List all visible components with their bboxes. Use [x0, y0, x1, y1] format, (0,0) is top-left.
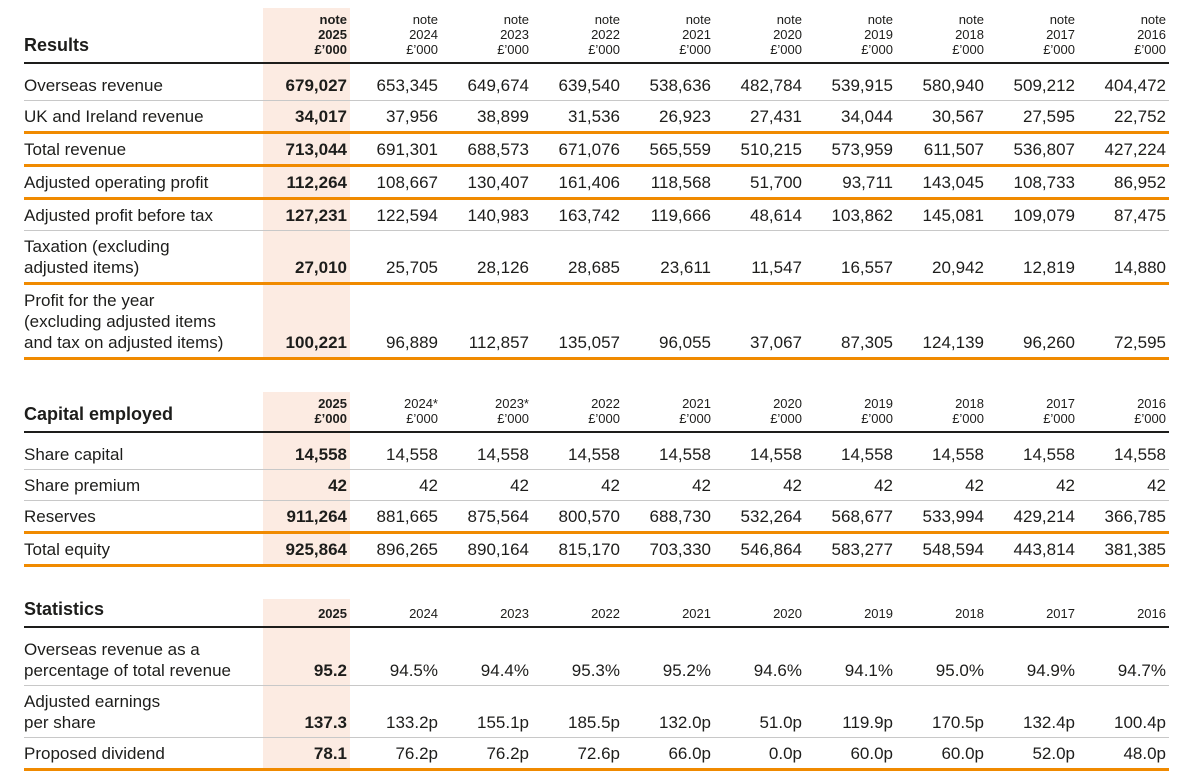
col-header-2020 [714, 599, 805, 627]
value-cell: 124,139 [896, 284, 987, 359]
col-header-line: note [319, 12, 347, 27]
col-header-2023 [441, 599, 532, 627]
value-cell: 37,956 [350, 101, 441, 133]
value-cell: 94.7% [1078, 627, 1169, 686]
value-cell: 34,017 [263, 101, 350, 133]
value-cell: 96,260 [987, 284, 1078, 359]
value-cell: 96,889 [350, 284, 441, 359]
col-header-line: £’000 [861, 42, 893, 57]
value-cell: 42 [714, 470, 805, 501]
value-cell: 51.0p [714, 686, 805, 738]
row-label-line: UK and Ireland revenue [24, 107, 204, 126]
value-cell: 94.1% [805, 627, 896, 686]
col-header-line: 2019 [864, 606, 893, 621]
value-cell: 48,614 [714, 199, 805, 231]
value-cell: 133.2p [350, 686, 441, 738]
row-total-revenue [24, 133, 1169, 166]
value-cell: 60.0p [896, 738, 987, 770]
value-cell: 37,067 [714, 284, 805, 359]
value-cell: 510,215 [714, 133, 805, 166]
value-cell: 42 [623, 470, 714, 501]
row-label-cell [24, 101, 263, 133]
value-cell: 42 [1078, 470, 1169, 501]
row-taxation-excluding [24, 231, 1169, 284]
col-header-2018 [896, 392, 987, 432]
row-label-cell [24, 432, 263, 470]
value-cell: 60.0p [805, 738, 896, 770]
value-cell: 31,536 [532, 101, 623, 133]
value-cell: 14,558 [1078, 432, 1169, 470]
col-header-line: 2019 [864, 396, 893, 411]
row-profit-for-the-year [24, 284, 1169, 359]
row-share-premium [24, 470, 1169, 501]
value-cell: 140,983 [441, 199, 532, 231]
value-cell: 143,045 [896, 166, 987, 199]
col-header-line: 2024* [404, 396, 438, 411]
col-header-line: £’000 [861, 411, 893, 426]
col-header-line: 2025 [318, 27, 347, 42]
col-header-line: £’000 [497, 411, 529, 426]
value-cell: 539,915 [805, 63, 896, 101]
value-cell: 155.1p [441, 686, 532, 738]
value-cell: 51,700 [714, 166, 805, 199]
value-cell: 93,711 [805, 166, 896, 199]
value-cell: 34,044 [805, 101, 896, 133]
value-cell: 14,558 [805, 432, 896, 470]
value-cell: 30,567 [896, 101, 987, 133]
value-cell: 112,857 [441, 284, 532, 359]
section-title-results: Results [24, 8, 263, 63]
col-header-2023 [441, 8, 532, 63]
col-header-line: 2025 [318, 396, 347, 411]
row-uk-and-ireland-revenue [24, 101, 1169, 133]
col-header-line: 2018 [955, 27, 984, 42]
row-label-line: (excluding adjusted items [24, 312, 216, 331]
row-label-line: Overseas revenue [24, 76, 163, 95]
value-cell: 573,959 [805, 133, 896, 166]
col-header-line: 2022 [591, 396, 620, 411]
value-cell: 688,730 [623, 501, 714, 533]
row-label-cell [24, 199, 263, 231]
value-cell: 14,558 [714, 432, 805, 470]
col-header-line: £’000 [314, 411, 347, 426]
value-cell: 691,301 [350, 133, 441, 166]
value-cell: 38,899 [441, 101, 532, 133]
col-header-line: £’000 [679, 42, 711, 57]
col-header-line: £’000 [588, 42, 620, 57]
col-header-line: 2018 [955, 396, 984, 411]
row-label-cell [24, 738, 263, 770]
value-cell: 66.0p [623, 738, 714, 770]
value-cell: 639,540 [532, 63, 623, 101]
value-cell: 890,164 [441, 533, 532, 566]
value-cell: 22,752 [1078, 101, 1169, 133]
row-label-line: per share [24, 713, 96, 732]
value-cell: 611,507 [896, 133, 987, 166]
value-cell: 568,677 [805, 501, 896, 533]
value-cell: 580,940 [896, 63, 987, 101]
col-header-line: note [867, 12, 893, 27]
value-cell: 96,055 [623, 284, 714, 359]
value-cell: 20,942 [896, 231, 987, 284]
value-cell: 52.0p [987, 738, 1078, 770]
value-cell: 72,595 [1078, 284, 1169, 359]
value-cell: 76.2p [441, 738, 532, 770]
row-label-line: Adjusted operating profit [24, 173, 209, 192]
col-header-2020 [714, 392, 805, 432]
value-cell: 42 [532, 470, 623, 501]
col-header-line: £’000 [588, 411, 620, 426]
section-table-results [24, 8, 1169, 360]
col-header-line: 2023 [500, 27, 529, 42]
value-cell: 161,406 [532, 166, 623, 199]
col-header-line: note [1049, 12, 1075, 27]
col-header-2021 [623, 599, 714, 627]
value-cell: 533,994 [896, 501, 987, 533]
value-cell: 536,807 [987, 133, 1078, 166]
col-header-line: note [503, 12, 529, 27]
row-label-line: and tax on adjusted items) [24, 333, 224, 352]
row-label-line: Profit for the year [24, 291, 155, 310]
value-cell: 42 [987, 470, 1078, 501]
value-cell: 14,880 [1078, 231, 1169, 284]
value-cell: 26,923 [623, 101, 714, 133]
value-cell: 42 [896, 470, 987, 501]
row-overseas-revenue [24, 63, 1169, 101]
row-label-line: Proposed dividend [24, 744, 165, 763]
value-cell: 548,594 [896, 533, 987, 566]
col-header-line: note [685, 12, 711, 27]
section-title-capital-employed: Capital employed [24, 392, 263, 432]
col-header-line: £’000 [314, 42, 347, 57]
row-adjusted-earnings [24, 686, 1169, 738]
value-cell: 404,472 [1078, 63, 1169, 101]
col-header-line: 2020 [773, 27, 802, 42]
value-cell: 649,674 [441, 63, 532, 101]
col-header-line: 2022 [591, 27, 620, 42]
value-cell: 443,814 [987, 533, 1078, 566]
col-header-2025 [263, 8, 350, 63]
col-header-2024 [350, 8, 441, 63]
col-header-line: note [412, 12, 438, 27]
row-share-capital [24, 432, 1169, 470]
col-header-line: note [1140, 12, 1166, 27]
col-header-line: 2022 [591, 606, 620, 621]
value-cell: 925,864 [263, 533, 350, 566]
col-header-2022 [532, 599, 623, 627]
value-cell: 95.2% [623, 627, 714, 686]
row-label-line: Share premium [24, 476, 141, 495]
value-cell: 42 [263, 470, 350, 501]
col-header-line: 2023 [500, 606, 529, 621]
header-row [24, 8, 1169, 63]
value-cell: 119.9p [805, 686, 896, 738]
value-cell: 0.0p [714, 738, 805, 770]
col-header-2022 [532, 8, 623, 63]
row-label-cell [24, 231, 263, 284]
row-label-line: Adjusted profit before tax [24, 206, 214, 225]
col-header-2018 [896, 8, 987, 63]
value-cell: 112,264 [263, 166, 350, 199]
value-cell: 875,564 [441, 501, 532, 533]
value-cell: 27,595 [987, 101, 1078, 133]
col-header-line: 2024 [409, 27, 438, 42]
col-header-2019 [805, 8, 896, 63]
value-cell: 653,345 [350, 63, 441, 101]
row-label-line: Reserves [24, 507, 96, 526]
col-header-2016 [1078, 8, 1169, 63]
value-cell: 135,057 [532, 284, 623, 359]
value-cell: 366,785 [1078, 501, 1169, 533]
value-cell: 23,611 [623, 231, 714, 284]
col-header-line: £’000 [1134, 42, 1166, 57]
col-header-2023 [441, 392, 532, 432]
value-cell: 48.0p [1078, 738, 1169, 770]
value-cell: 11,547 [714, 231, 805, 284]
value-cell: 87,475 [1078, 199, 1169, 231]
col-header-2018 [896, 599, 987, 627]
value-cell: 688,573 [441, 133, 532, 166]
value-cell: 185.5p [532, 686, 623, 738]
header-row [24, 392, 1169, 432]
row-label-cell [24, 501, 263, 533]
col-header-line: 2021 [682, 606, 711, 621]
value-cell: 42 [805, 470, 896, 501]
value-cell: 911,264 [263, 501, 350, 533]
value-cell: 94.4% [441, 627, 532, 686]
col-header-2025 [263, 599, 350, 627]
value-cell: 95.0% [896, 627, 987, 686]
col-header-line: £’000 [1134, 411, 1166, 426]
col-header-line: £’000 [497, 42, 529, 57]
row-label-cell [24, 284, 263, 359]
col-header-line: 2016 [1137, 27, 1166, 42]
value-cell: 815,170 [532, 533, 623, 566]
value-cell: 94.9% [987, 627, 1078, 686]
row-reserves [24, 501, 1169, 533]
value-cell: 94.5% [350, 627, 441, 686]
value-cell: 27,431 [714, 101, 805, 133]
col-header-line: 2017 [1046, 27, 1075, 42]
row-label-cell [24, 686, 263, 738]
col-header-line: £’000 [406, 42, 438, 57]
row-label-line: Taxation (excluding [24, 237, 170, 256]
value-cell: 86,952 [1078, 166, 1169, 199]
value-cell: 108,733 [987, 166, 1078, 199]
header-row [24, 599, 1169, 627]
col-header-2021 [623, 392, 714, 432]
value-cell: 14,558 [441, 432, 532, 470]
col-header-line: note [594, 12, 620, 27]
col-header-line: 2016 [1137, 396, 1166, 411]
value-cell: 16,557 [805, 231, 896, 284]
value-cell: 509,212 [987, 63, 1078, 101]
section-table-statistics [24, 599, 1169, 771]
row-label-cell [24, 533, 263, 566]
value-cell: 546,864 [714, 533, 805, 566]
row-label-line: Share capital [24, 445, 124, 464]
value-cell: 132.4p [987, 686, 1078, 738]
col-header-2019 [805, 392, 896, 432]
value-cell: 76.2p [350, 738, 441, 770]
col-header-2017 [987, 599, 1078, 627]
row-label-cell [24, 133, 263, 166]
value-cell: 679,027 [263, 63, 350, 101]
value-cell: 145,081 [896, 199, 987, 231]
col-header-line: 2016 [1137, 606, 1166, 621]
value-cell: 565,559 [623, 133, 714, 166]
sections-root [24, 8, 1169, 771]
value-cell: 95.2 [263, 627, 350, 686]
value-cell: 896,265 [350, 533, 441, 566]
col-header-line: note [776, 12, 802, 27]
value-cell: 163,742 [532, 199, 623, 231]
value-cell: 27,010 [263, 231, 350, 284]
value-cell: 170.5p [896, 686, 987, 738]
value-cell: 28,685 [532, 231, 623, 284]
value-cell: 72.6p [532, 738, 623, 770]
value-cell: 94.6% [714, 627, 805, 686]
value-cell: 429,214 [987, 501, 1078, 533]
col-header-2025 [263, 392, 350, 432]
col-header-line: 2018 [955, 606, 984, 621]
col-header-line: 2017 [1046, 606, 1075, 621]
value-cell: 881,665 [350, 501, 441, 533]
col-header-line: 2021 [682, 27, 711, 42]
col-header-line: 2021 [682, 396, 711, 411]
value-cell: 108,667 [350, 166, 441, 199]
section-title-statistics: Statistics [24, 599, 263, 627]
col-header-line: £’000 [952, 411, 984, 426]
value-cell: 28,126 [441, 231, 532, 284]
value-cell: 800,570 [532, 501, 623, 533]
value-cell: 14,558 [896, 432, 987, 470]
col-header-2016 [1078, 599, 1169, 627]
value-cell: 25,705 [350, 231, 441, 284]
col-header-line: 2020 [773, 606, 802, 621]
col-header-2017 [987, 8, 1078, 63]
row-label-line: Total equity [24, 540, 110, 559]
col-header-line: £’000 [1043, 411, 1075, 426]
value-cell: 127,231 [263, 199, 350, 231]
col-header-2017 [987, 392, 1078, 432]
value-cell: 118,568 [623, 166, 714, 199]
value-cell: 427,224 [1078, 133, 1169, 166]
row-overseas-revenue-as-a [24, 627, 1169, 686]
row-label-cell [24, 470, 263, 501]
value-cell: 78.1 [263, 738, 350, 770]
col-header-line: £’000 [952, 42, 984, 57]
col-header-line: note [958, 12, 984, 27]
value-cell: 482,784 [714, 63, 805, 101]
col-header-line: £’000 [679, 411, 711, 426]
col-header-line: 2023* [495, 396, 529, 411]
col-header-2021 [623, 8, 714, 63]
value-cell: 713,044 [263, 133, 350, 166]
row-adjusted-profit-before-tax [24, 199, 1169, 231]
row-label-line: Overseas revenue as a [24, 640, 200, 659]
value-cell: 100.4p [1078, 686, 1169, 738]
value-cell: 132.0p [623, 686, 714, 738]
row-label-cell [24, 63, 263, 101]
col-header-2022 [532, 392, 623, 432]
col-header-2024 [350, 392, 441, 432]
value-cell: 130,407 [441, 166, 532, 199]
col-header-line: 2024 [409, 606, 438, 621]
value-cell: 14,558 [263, 432, 350, 470]
value-cell: 538,636 [623, 63, 714, 101]
row-label-cell [24, 166, 263, 199]
row-proposed-dividend [24, 738, 1169, 770]
row-label-cell [24, 627, 263, 686]
value-cell: 95.3% [532, 627, 623, 686]
value-cell: 381,385 [1078, 533, 1169, 566]
value-cell: 100,221 [263, 284, 350, 359]
value-cell: 671,076 [532, 133, 623, 166]
col-header-line: 2017 [1046, 396, 1075, 411]
value-cell: 87,305 [805, 284, 896, 359]
value-cell: 119,666 [623, 199, 714, 231]
value-cell: 122,594 [350, 199, 441, 231]
value-cell: 14,558 [350, 432, 441, 470]
col-header-line: 2020 [773, 396, 802, 411]
value-cell: 12,819 [987, 231, 1078, 284]
row-label-line: percentage of total revenue [24, 661, 231, 680]
row-label-line: adjusted items) [24, 258, 140, 277]
row-label-line: Total revenue [24, 140, 127, 159]
value-cell: 42 [441, 470, 532, 501]
col-header-line: £’000 [1043, 42, 1075, 57]
value-cell: 109,079 [987, 199, 1078, 231]
value-cell: 703,330 [623, 533, 714, 566]
col-header-2024 [350, 599, 441, 627]
row-adjusted-operating-profit [24, 166, 1169, 199]
value-cell: 137.3 [263, 686, 350, 738]
value-cell: 532,264 [714, 501, 805, 533]
col-header-2019 [805, 599, 896, 627]
col-header-line: 2025 [318, 606, 347, 621]
value-cell: 103,862 [805, 199, 896, 231]
col-header-line: £’000 [770, 411, 802, 426]
section-table-capital-employed [24, 392, 1169, 567]
value-cell: 583,277 [805, 533, 896, 566]
value-cell: 14,558 [532, 432, 623, 470]
col-header-2020 [714, 8, 805, 63]
col-header-line: 2019 [864, 27, 893, 42]
value-cell: 14,558 [623, 432, 714, 470]
row-total-equity [24, 533, 1169, 566]
value-cell: 42 [350, 470, 441, 501]
col-header-2016 [1078, 392, 1169, 432]
col-header-line: £’000 [770, 42, 802, 57]
row-label-line: Adjusted earnings [24, 692, 161, 711]
value-cell: 14,558 [987, 432, 1078, 470]
col-header-line: £’000 [406, 411, 438, 426]
